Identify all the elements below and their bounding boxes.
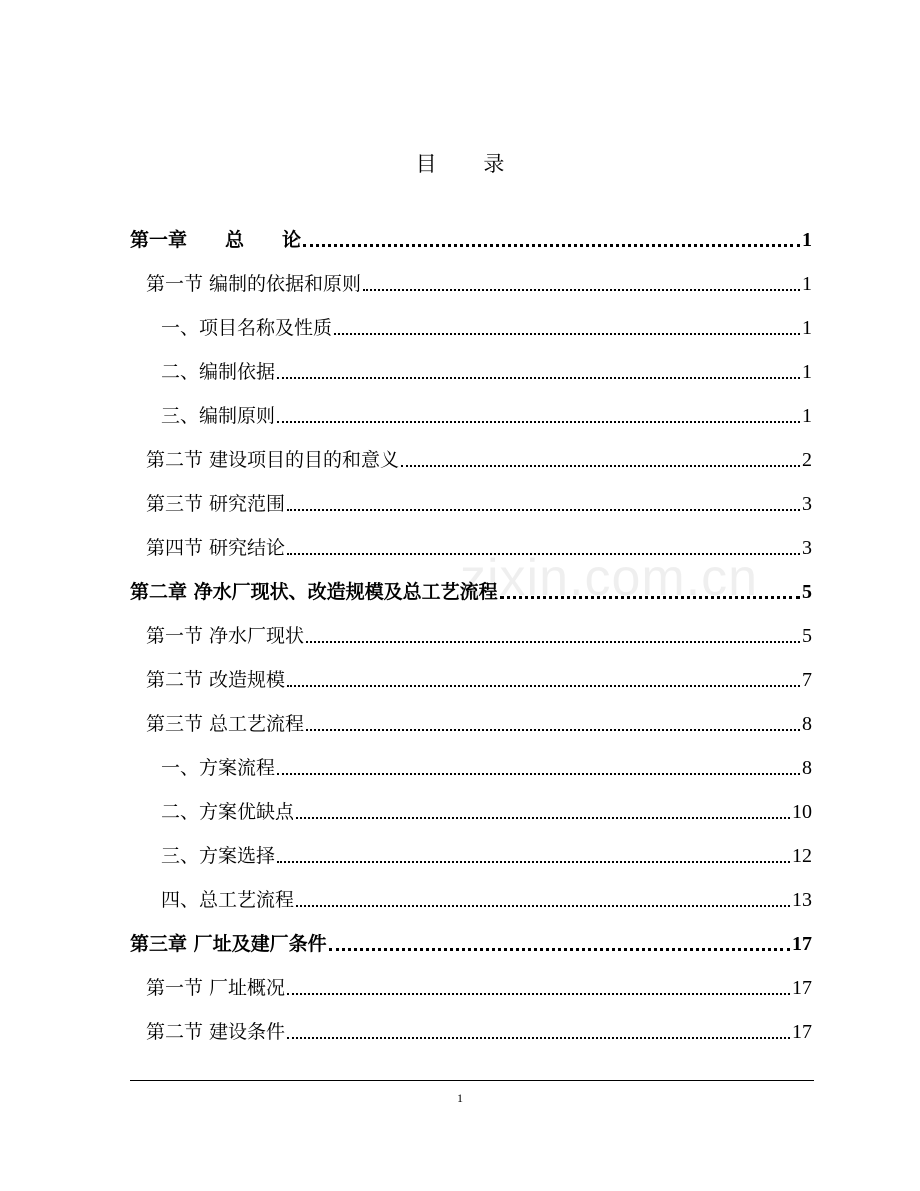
toc-page-number: 17 (792, 933, 812, 955)
toc-page-number: 1 (802, 405, 812, 427)
toc-subsection-entry[interactable] (161, 398, 812, 428)
toc-page-number: 1 (802, 361, 812, 383)
toc-section-entry[interactable] (146, 970, 812, 1000)
toc-page-number: 3 (802, 493, 812, 515)
toc-section-entry[interactable] (146, 706, 812, 736)
toc-entry-title: 四、总工艺流程 (161, 889, 295, 911)
page-title: 目 录 (415, 152, 525, 176)
toc-entry-title: 二、方案优缺点 (161, 801, 295, 823)
toc-entry-title: 一、项目名称及性质 (161, 317, 333, 339)
toc-page-number: 5 (802, 625, 812, 647)
toc-dot-leader (334, 333, 800, 335)
toc-subsection-entry[interactable] (161, 750, 812, 780)
toc-dot-leader (296, 905, 790, 907)
toc-entry-title: 三、编制原则 (161, 405, 276, 427)
toc-section-entry[interactable] (146, 618, 812, 648)
toc-dot-leader (500, 596, 800, 599)
toc-dot-leader (287, 993, 790, 995)
toc-dot-leader (303, 244, 800, 247)
toc-page-number: 13 (792, 889, 812, 911)
toc-entry-title: 第一节 净水厂现状 (146, 625, 305, 647)
toc-section-entry[interactable] (146, 662, 812, 692)
toc-page-number: 12 (792, 845, 812, 867)
toc-dot-leader (306, 641, 800, 643)
toc-section-entry[interactable] (146, 1014, 812, 1044)
toc-section-entry[interactable] (146, 266, 812, 296)
toc-entry-title: 第四节 研究结论 (146, 537, 286, 559)
toc-dot-leader (401, 465, 800, 467)
toc-page-number: 7 (802, 669, 812, 691)
toc-dot-leader (287, 553, 800, 555)
toc-dot-leader (287, 1037, 790, 1039)
toc-page-number: 5 (802, 581, 812, 603)
toc-entry-title: 第三节 总工艺流程 (146, 713, 305, 735)
toc-subsection-entry[interactable] (161, 354, 812, 384)
toc-page-number: 8 (802, 757, 812, 779)
watermark: zixin.com.cn (460, 549, 759, 607)
toc-section-entry[interactable] (146, 530, 812, 560)
toc-entry-title: 三、方案选择 (161, 845, 276, 867)
toc-subsection-entry[interactable] (161, 310, 812, 340)
toc-dot-leader (296, 817, 790, 819)
toc-page-number: 1 (802, 317, 812, 339)
toc-entry-title: 第一章 总 论 (130, 229, 302, 251)
toc-entry-title: 第一节 编制的依据和原则 (146, 273, 362, 295)
toc-page-number: 8 (802, 713, 812, 735)
toc-dot-leader (287, 685, 800, 687)
toc-entry-title: 第二节 建设条件 (146, 1021, 286, 1043)
toc-entry-title: 第一节 厂址概况 (146, 977, 286, 999)
toc-subsection-entry[interactable] (161, 838, 812, 868)
toc-dot-leader (277, 421, 800, 423)
footer-page-number: 1 (457, 1091, 463, 1105)
toc-entry-title: 第三章 厂址及建厂条件 (130, 933, 327, 955)
toc-entry-title: 一、方案流程 (161, 757, 276, 779)
toc-entry-title: 第三节 研究范围 (146, 493, 286, 515)
toc-entry-title: 第二节 改造规模 (146, 669, 286, 691)
toc-page-number: 17 (792, 1021, 812, 1043)
toc-entry-title: 第二章 净水厂现状、改造规模及总工艺流程 (130, 581, 498, 603)
toc-dot-leader (277, 773, 800, 775)
toc-chapter-entry[interactable] (130, 574, 812, 604)
toc-dot-leader (306, 729, 800, 731)
toc-dot-leader (287, 509, 800, 511)
toc-page-number: 2 (802, 449, 812, 471)
toc-dot-leader (277, 861, 790, 863)
toc-dot-leader (329, 948, 790, 951)
toc-page-number: 1 (802, 273, 812, 295)
toc-page-number: 3 (802, 537, 812, 559)
toc-dot-leader (277, 377, 800, 379)
toc-page-number: 1 (802, 229, 812, 251)
toc-dot-leader (363, 289, 800, 291)
toc-section-entry[interactable] (146, 486, 812, 516)
toc-chapter-entry[interactable] (130, 222, 812, 252)
toc-subsection-entry[interactable] (161, 882, 812, 912)
toc-page-number: 17 (792, 977, 812, 999)
toc-page-number: 10 (792, 801, 812, 823)
toc-entry-title: 第二节 建设项目的目的和意义 (146, 449, 400, 471)
toc-subsection-entry[interactable] (161, 794, 812, 824)
footer-divider (130, 1080, 814, 1081)
toc-section-entry[interactable] (146, 442, 812, 472)
toc-chapter-entry[interactable] (130, 926, 812, 956)
toc-entry-title: 二、编制依据 (161, 361, 276, 383)
